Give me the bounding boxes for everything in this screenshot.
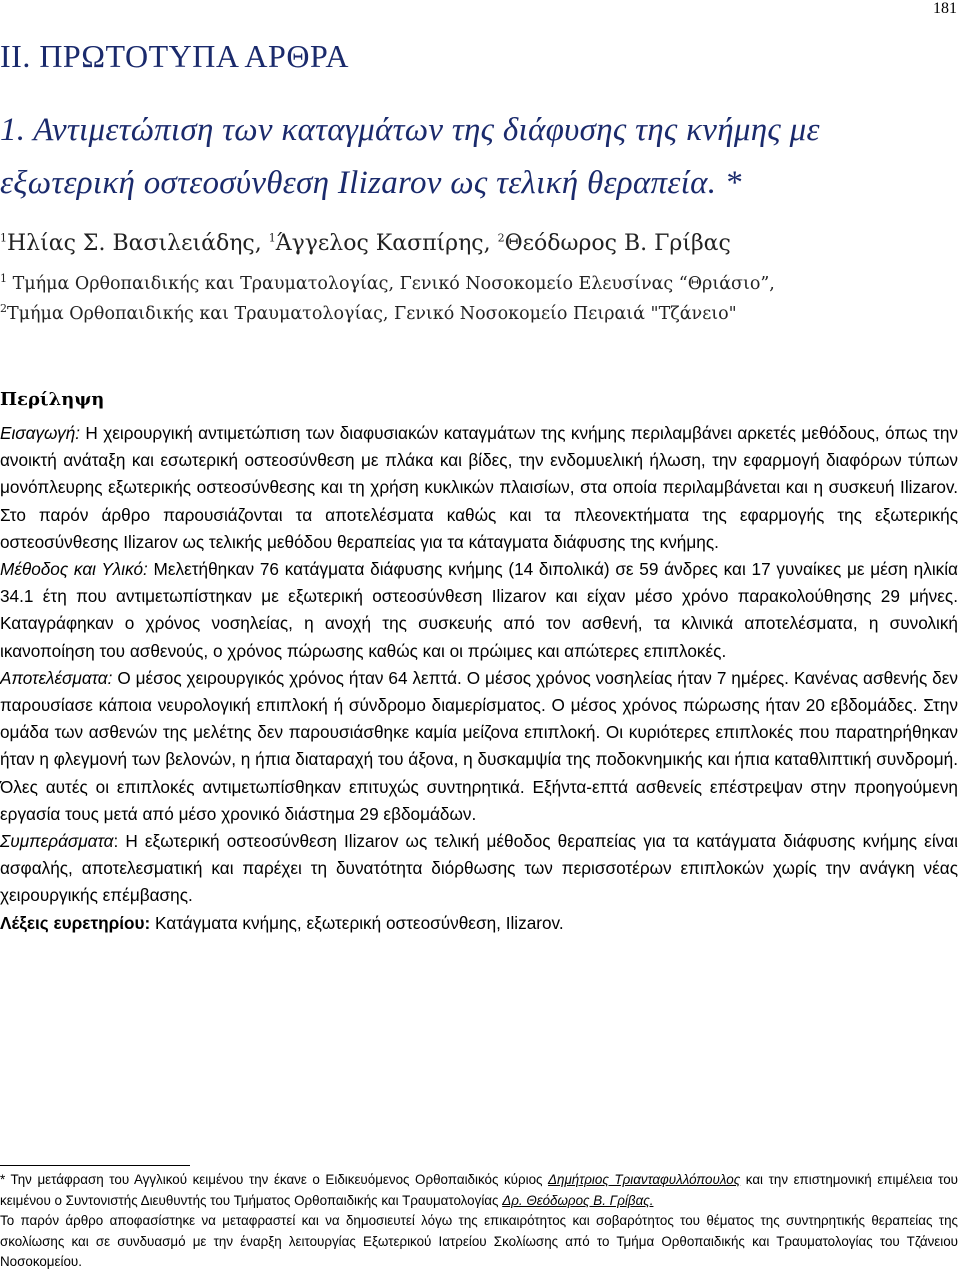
introduction-text: Η χειρουργική αντιμετώπιση των διαφυσιακών καταγμάτων της κνήμης περιλαμβάνει αρκετές μεθόδους, όπως την ανοικτή ανάταξη και εσωτερική οστεοσύνθεση με πλάκα και βίδες, την ενδομυελική ήλωση, την εφαρμογή διαφόρων τύπων μονόπλευρης εξωτερικής οστεοσύνθεσης και τη χρήση κυκλικών πλαισίων, στα οποία περιλαμβάνεται και η συσκευή Ilizarov. Στο παρόν άρθρο παρουσιάζονται τα αποτελέσματα καθώς και τα πλεονεκτήματα της εφαρμογής της εξωτερικής οστεοσύνθεσης Ilizarov ως τελικής μεθόδου θεραπείας για τα κάταγματα διάφυσης της κνήμης. [0, 423, 958, 552]
conclusions-text: : Η εξωτερική οστεοσύνθεση Ilizarov ως τελική μέθοδος θεραπείας για τα κατάγματα διάφυσης κνήμης είναι ασφαλής, αποτελεσματική και παρέχει τη δυνατότητα διόρθωσης των περισσοτέρων επιπλοκών χωρίς την ανάγκη νέας χειρουργικής επέμβασης. [0, 831, 958, 906]
footnote-publication-note: Το παρόν άρθρο αποφασίστηκε να μεταφραστεί και να δημοσιευτεί λόγω της επικαιρότητος και σοβαρότητος του θέματος της συντηρητικής θεραπείας της σκολίωσης και σε συνδυασμό με την έναρξη λειτουργίας Εξωτερικού Ιατρείου Σκολίωσης από το Τμήμα Ορθοπαιδικής και Τραυματολογίας του Τζάνειου Νοσοκομείου. [0, 1213, 958, 1269]
affiliation-1 [0, 274, 775, 294]
affiliation-1-text: Τμήμα Ορθοπαιδικής και Τραυματολογίας, Γενικό Νοσοκομείο Ελευσίνας “Θριάσιο”, [7, 274, 775, 294]
article-title: 1. Αντιμετώπιση των καταγμάτων της διάφυσης της κνήμης με εξωτερική οστεοσύνθεση Ilizarov ως τελική θεραπεία. * [0, 112, 820, 201]
abstract-keywords [0, 910, 958, 937]
abstract-conclusions [0, 828, 958, 910]
author-3: Θεόδωρος Β. Γρίβας [504, 231, 731, 256]
footnote-translation [0, 1170, 958, 1211]
results-label: Αποτελέσματα: [0, 667, 113, 688]
affiliation-1-mark: 1 [0, 272, 7, 286]
methods-text: Μελετήθηκαν 76 κατάγματα διάφυσης κνήμης (14 διπολικά) σε 59 άνδρες και 17 γυναίκες με μέση ηλικία 34.1 έτη που αντιμετωπίστηκαν με εξωτερική οστεοσύνθεση Ilizarov και είχαν μέσο χρόνο παρακολούθησης 29 μήνες. Καταγράφηκαν ο χρόνος νοσηλείας, η ανοχή της συσκευής από τον ασθενή, τα κλινικά αποτελέσματα, η συνολική ικανοποίηση του ασθενούς, ο χρόνος πώρωσης καθώς και οι πρώιμες και απώτερες επιπλοκές. [0, 559, 958, 661]
author-2-affiliation-mark: 1 [268, 231, 276, 245]
introduction-label: Εισαγωγή: [0, 423, 81, 443]
abstract-methods [0, 556, 958, 665]
conclusions-label: Συμπεράσματα [0, 831, 114, 852]
footnote-separator [0, 1165, 190, 1166]
footnote-editor-name: Δρ. Θεόδωρος Β. Γρίβας. [502, 1192, 654, 1208]
author-3-affiliation-mark: 2 [497, 231, 505, 245]
abstract-body [0, 420, 958, 937]
affiliation-2 [0, 304, 737, 324]
keywords-text: Κατάγματα κνήμης, εξωτερική οστεοσύνθεση, Ilizarov. [150, 912, 564, 933]
footnote-translator-name: Δημήτριος Τριανταφυλλόπουλος [548, 1172, 741, 1187]
abstract-heading: Περίληψη [0, 389, 105, 410]
footnote-translation-text-1: * Την μετάφραση του Αγγλικού κειμένου την έκανε ο Ειδικευόμενος Ορθοπαιδικός κύριος [0, 1172, 549, 1187]
abstract-introduction [0, 420, 958, 556]
footnotes [0, 1170, 958, 1273]
affiliation-2-text: Τμήμα Ορθοπαιδικής και Τραυματολογίας, Γενικό Νοσοκομείο Πειραιά "Τζάνειο" [7, 304, 737, 324]
keywords-label: Λέξεις ευρετηρίου: [0, 912, 151, 933]
author-1: Ηλίας Σ. Βασιλειάδης, [7, 231, 269, 256]
page-number: 181 [933, 0, 957, 17]
author-2: Άγγελος Κασπίρης, [275, 231, 498, 256]
author-list [0, 231, 731, 256]
methods-label: Μέθοδος και Υλικό: [0, 559, 148, 580]
footnote-translation-text-2: και την επιστημονική επιμέλεια του κειμένου ο Συντονιστής Διευθυντής του Τμήματος Ορθοπαιδικής και Τραυματολογίας [0, 1172, 958, 1208]
section-title: II. ΠΡΩΤΟΤΥΠΑ ΑΡΘΡΑ [0, 38, 349, 74]
author-1-affiliation-mark: 1 [0, 231, 7, 245]
abstract-results [0, 665, 958, 828]
results-text: Ο μέσος χειρουργικός χρόνος ήταν 64 λεπτά. Ο μέσος χρόνος νοσηλείας ήταν 7 ημέρες. Κανένας ασθενής δεν παρουσίασε κάποια νευρολογική επιπλοκή ή σύνδρομο διαμερίσματος. Ο μέσος χρόνος πώρωσης ήταν 20 εβδομάδες. Στην ομάδα των ασθενών της μελέτης δεν παρουσιάσθηκε καμία μείζονα επιπλοκή. Οι κυριότερες επιπλοκές που παρατηρήθηκαν ήταν η φλεγμονή των βελονών, η ήπια διαταραχή του άξονα, η δυσκαμψία της ποδοκνημικής και ήπια καταθλιπτική συνδρομή. Όλες αυτές οι επιπλοκές αντιμετωπίσθηκαν επιτυχώς συντηρητικά. Εξήντα-επτά ασθενείς επέστρεψαν στην προηγούμενη εργασία τους μετά από μέσο χρονικό διάστημα 29 εβδομάδων. [0, 667, 958, 824]
affiliation-2-mark: 2 [0, 302, 7, 316]
